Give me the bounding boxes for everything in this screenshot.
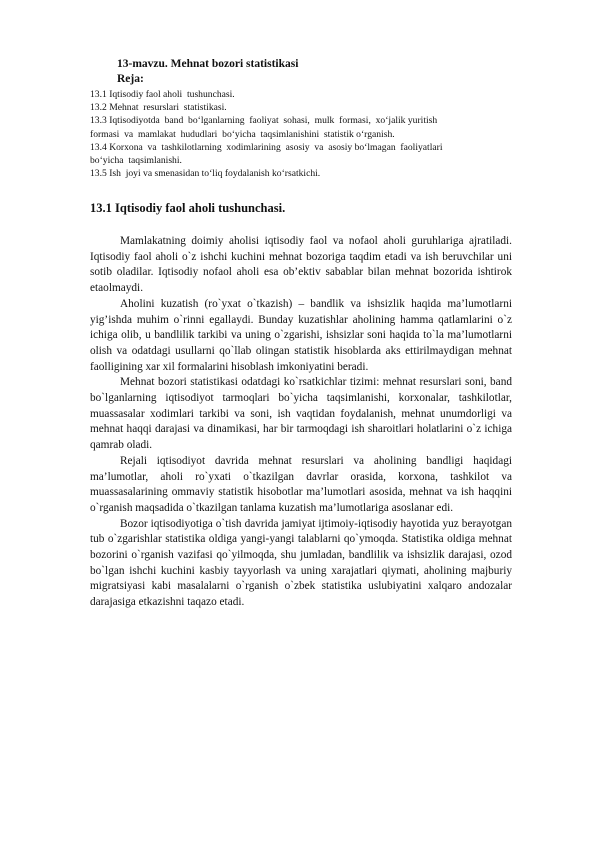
paragraph: Bozor iqtisodiyotiga o`tish davrida jamiyat ijtimoiy-iqtisodiy hayotida yuz berayotgan tub o`zgarishlar statistika oldiga yangi-yangi talablarni qo`ymoqda. Statistika oldiga mehnat bozorini o`rganish vazifasi qo`yilmoqda, shu jumladan, bandlilik va ishsizlik darajasi, ozod bo`lgan ishchi kuchini kasbiy tayyorlash va uning xarajatlari qiymati, aholining majburiy migratsiyasi kabi masalalarni o`rganish o`zbek statistika uslubiyatini xalqaro andozalar darajasiga etkazishni taqazo etadi. <box>90 517 512 609</box>
plan-item: 13.3 Iqtisodiyotda band bo‘lganlarning faoliyat sohasi, mulk formasi, xo‘jalik yuritish <box>90 115 438 127</box>
plan-item: 13.2 Mehnat resurslari statistikasi. <box>90 102 227 114</box>
plan-item: 13.5 Ish joyi va smenasidan to‘liq foydalanish ko‘rsatkichi. <box>90 168 321 180</box>
plan-item-continuation: bo‘yicha taqsimlanishi. <box>90 155 182 167</box>
plan-list <box>90 88 520 180</box>
section-heading: 13.1 Iqtisodiy faol aholi tushunchasi. <box>90 201 286 215</box>
topic-title: 13-mavzu. Mehnat bozori statistikasi <box>117 58 299 70</box>
paragraph: Aholini kuzatish (ro`yxat o`tkazish) – bandlik va ishsizlik haqida ma’lumotlarni yig’ishda muhim o`rinni egallaydi. Bunday kuzatishlar aholining hamma qatlamlarini o`z ichiga olib, u bandlilik tarkibi va uning o`zgarishi, ishsizlar soni haqida to`la ma’lumotlarni olish va odatdagi usullarni qo`llab olingan statistik hisoblarda aks ettirilmaydigan mehnat faolligining xar xil formalarini hisoblash imkoniyatini beradi. <box>90 297 512 373</box>
paragraph: Rejali iqtisodiyot davrida mehnat resurslari va aholining bandligi haqidagi ma’lumotlar, aholi ro`yxati o`tkazilgan davrlar orasida, korxona, tashkilot va muassasalarining ommaviy statistik hisobotlar ma’lumotlari asosida, mehnat va ish haqqini o`rganish maqsadida o`tkazilgan tanlama kuzatish ma’lumotlariga asoslanar edi. <box>90 454 512 514</box>
plan-item-continuation: formasi va mamlakat hududlari bo‘yicha taqsimlanishini statistik o‘rganish. <box>90 128 395 140</box>
body-text <box>90 234 512 611</box>
plan-label: Reja: <box>117 73 144 85</box>
plan-item: 13.4 Korxona va tashkilotlarning xodimlarining asosiy va asosiy bo‘lmagan faoliyatlari <box>90 141 443 153</box>
plan-item: 13.1 Iqtisodiy faol aholi tushunchasi. <box>90 89 235 100</box>
paragraph: Mamlakatning doimiy aholisi iqtisodiy faol va nofaol aholi guruhlariga ajratiladi. Iqtisodiy faol aholi o`z ishchi kuchini mehnat bozoriga taqdim etadi va ish beruvchilar uni sotib oladilar. Iqtisodiy nofaol aholi esa ob’ektiv sabablar bilan mehnat bozorida ishtirok etaolmaydi. <box>90 235 512 295</box>
paragraph: Mehnat bozori statistikasi odatdagi ko`rsatkichlar tizimi: mehnat resurslari soni, band bo`lganlarning iqtisodiyot tarmoqlari bo`yicha taqsimlanishi, korxonalar, tashkilotlar, muassasalar xodimlari tarkibi va soni, ish vaqtidan foydalanish, mehnat unumdorligi va mehnat haqqi darajasi va dinamikasi, har bir tarmoqdagi ish sharoitlari holatlarini o`z ichiga qamrab oladi. <box>90 376 512 452</box>
